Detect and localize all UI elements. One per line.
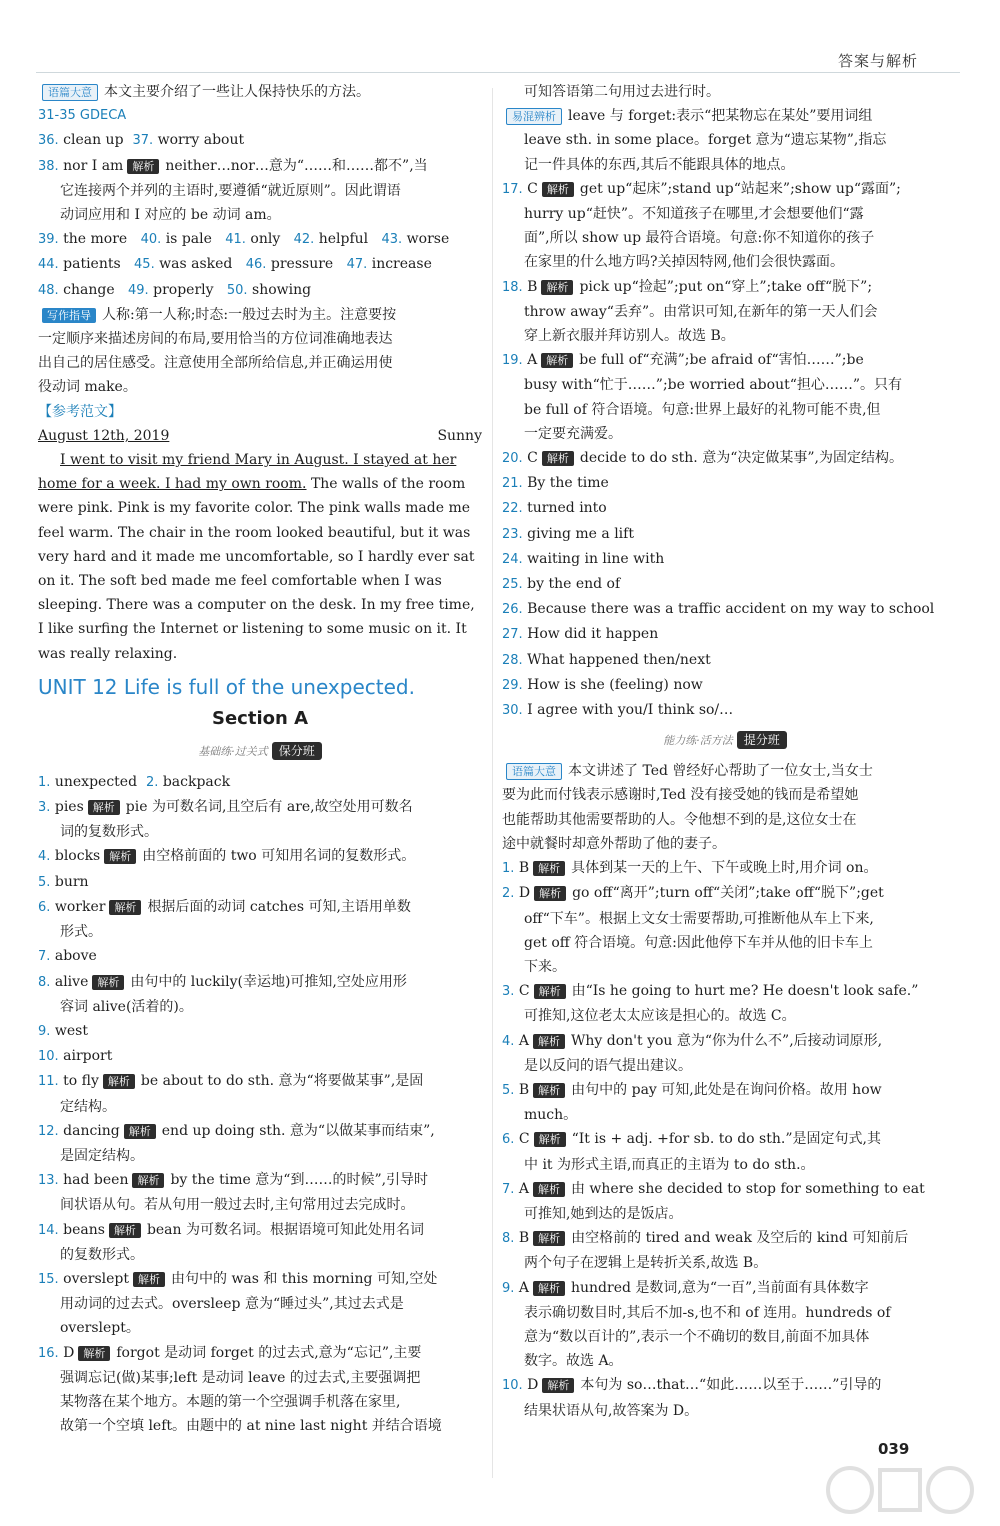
header-rule [36, 72, 960, 73]
essay-author: Sunny [437, 427, 482, 444]
right-column: 可知答语第二句用过去进行时。 易混辨析 leave 与 forget:表示“把某物忘在某处”要用词组 leave sth. in some place。forget 意为“遗忘某物”,指忘 记一件具体的东西,其后不能跟具体的地点。 17. C 解析 get up“起床”;stand up“站起来”;show up“露面”; hurry up“赶快”。不知道孩子在哪里,才会想要他们“露 面”,所以 show up 最符合语境。句意:你不知道你的孩子 在家里的什么地方吗?关掉因特网,他们会很快露面。 18. B 解析 pick up“捡起”;put on“穿上”;take off“脱下”; throw away“丢弃”。由常识可知,在新年的第一天人们会 穿上新衣服并拜访别人。故选 B。 19. A 解析 be full of“充满”;be afraid of“害怕……”;be busy with“忙于……”;be worried about“担心……”。只有 be full of 符合语境。句意:世界上最好的礼物可能不贵,但 一定要充满爱。 20. C 解析 decide to do sth. 意为“决定做某事”,为固定结构。 21. By the time 22. turned into 23. giving me a lift 24. waiting in line with 25. by the end of 26. Because there was a traffic accident on my way to school 27. How did it happen 28. What happened then/next 29. How is she (feeling) now 30. I agree with you/I think so/… 能力练·活方法 提分班 语篇大意 本文讲述了 Ted 曾经好心帮助了一位女士,当女士 要为此而付钱表示感谢时,Ted 没有接受她的钱而是希望她 也能帮助其他需要帮助的人。令他想不到的是,这位女士在 途中就餐时却意外帮助了他的妻子。 1. B 解析 具体到某一天的上午、下午或晚上时,用介词 on。 2. D 解析 go off“离开”;turn off“关闭”;take off“脱下”;get off“下车”。根据上文女士需要帮助,可推断他从车上下来, get off 符合语境。句意:因此他停下车并从他的旧卡车上 下来。 3. C 解析 由“Is he going to hurt me? He doesn't look safe.” 可推知,这位老太太应该是担心的。故选 C。 4. A 解析 Why don't you 意为“你为什么不”,后接动词原形, 是以反问的语气提出建议。 5. B 解析 由句中的 pay 可知,此处是在询问价格。故用 how much。 6. C 解析 “It is + adj. +for sb. to do sth.”是固定句式,其 中 it 为形式主语,而真正的主语为 to do sth.。 7. A 解析 由 where she decided to stop for something to eat 可推知,她到达的是饭店。 8. B 解析 由空格前的 tired and weak 及空后的 kind 可知前后 两个句子在逻辑上是转折关系,故选 B。 9. A 解析 hundred 是数词,意为“一百”,当前面有具体数字 表示确切数目时,其后不加-s,也不和 of 连用。hundreds of 意为“数以百计的”,表示一个不确切的数目,前面不加具体 数字。故选 A。 10. D 解析 本句为 so…that…“如此……以至于……”引导的 结果状语从句,故答案为 D。 [502, 80, 948, 1423]
analysis-tag: 解析 [127, 159, 159, 174]
writing-guide-tag: 写作指导 [42, 308, 96, 323]
level-banner: 基础练·过关式 保分班 [38, 736, 482, 766]
answer-row-44-47: 44. patients 45. was asked 46. pressure 47. increase [38, 256, 432, 273]
summary-text: 本文主要介绍了一些让人保持快乐的方法。 [104, 84, 370, 100]
section-title: Section A [212, 707, 308, 729]
answer-31-35: 31-35 GDECA [38, 108, 127, 124]
column-divider [492, 88, 493, 1478]
header-title: 答案与解析 [837, 52, 918, 70]
reference-heading: 【参考范文】 [38, 403, 122, 420]
page-number: 039 [878, 1440, 910, 1458]
answer-row-39-43: 39. the more 40. is pale 41. only 42. helpful 43. worse [38, 231, 450, 248]
unit-title: UNIT 12 Life is full of the unexpected. [38, 674, 415, 699]
level-banner-2: 能力练·活方法 提分班 [502, 725, 948, 755]
essay-date: August 12th, 2019 [38, 427, 170, 444]
summary-tag: 语篇大意 [42, 84, 98, 101]
essay-line: I went to visit my friend Mary in August. I stayed at her [60, 452, 457, 469]
answer-row-48-50: 48. change 49. properly 50. showing [38, 281, 312, 298]
left-column: 语篇大意 本文主要介绍了一些让人保持快乐的方法。 31-35 GDECA 36. clean up 37. worry about 38. nor I am 解析 neither…nor…意为“……和……都不”,当 它连接两个并列的主语时,要遵循“就近原则”。因此谓语 动词应用和 I 对应的 be 动词 am。 39. the more 40. is pale 41. only 42. helpful 43. worse 44. patients 45. was asked 46. pressure 47. increase 48. change 49. properly 50. showing 写作指导 人称:第一人称;时态:一般过去时为主。注意要按 一定顺序来描述房间的布局,要用恰当的方位词准确地表达 出自己的居住感受。注意使用全部所给信息,并正确运用使 役动词 make。 【参考范文】 August 12th, 2019 Sunny I went to visit my friend Mary in August. I stayed at her home for a week. I had my own room. The walls of the room were pink. Pink is my favorite color. The pink walls made me feel warm. The chair in the room looked beautiful, but it was very hard and it made me uncomfortable, so I hardly ever sat on it. The soft bed made me feel comfortable when I was sleeping. There was a computer on the desk. In my free time, I like surfing the Internet or listening to some music on it. It was really relaxing. UNIT 12 Life is full of the unexpected. Section A 基础练·过关式 保分班 1. unexpected 2. backpack 3. pies 解析 pie 为可数名词,且空后有 are,故空处用可数名 词的复数形式。 4. blocks 解析 由空格前面的 two 可知用名词的复数形式。 5. burn 6. worker 解析 根据后面的动词 catches 可知,主语用单数 形式。 7. above 8. alive 解析 由句中的 luckily(幸运地)可推知,空处应用形 容词 alive(活着的)。 9. west 10. airport 11. to fly 解析 be about to do sth. 意为“将要做某事”,是固 定结构。 12. dancing 解析 end up doing sth. 意为“以做某事而结束”, 是固定结构。 13. had been 解析 by the time 意为“到……的时候”,引导时 间状语从句。若从句用一般过去时,主句常用过去完成时。 14. beans 解析 bean 为可数名词。根据语境可知此处用名词 的复数形式。 15. overslept 解析 由句中的 was 和 this morning 可知,空处 用动词的过去式。oversleep 意为“睡过头”,其过去式是 overslept。 16. D 解析 forgot 是动词 forget 的过去式,意为“忘记”,主要 强调忘记(做)某事;left 是动词 leave 的过去式,主要强调把 某物落在某个地方。本题的第一个空强调手机落在家里, 故第一个空填 left。由题中的 at nine last night 并结合语境 [38, 84, 482, 1435]
watermark-logo-icon [820, 1460, 980, 1520]
confusion-tag: 易混辨析 [506, 108, 562, 125]
